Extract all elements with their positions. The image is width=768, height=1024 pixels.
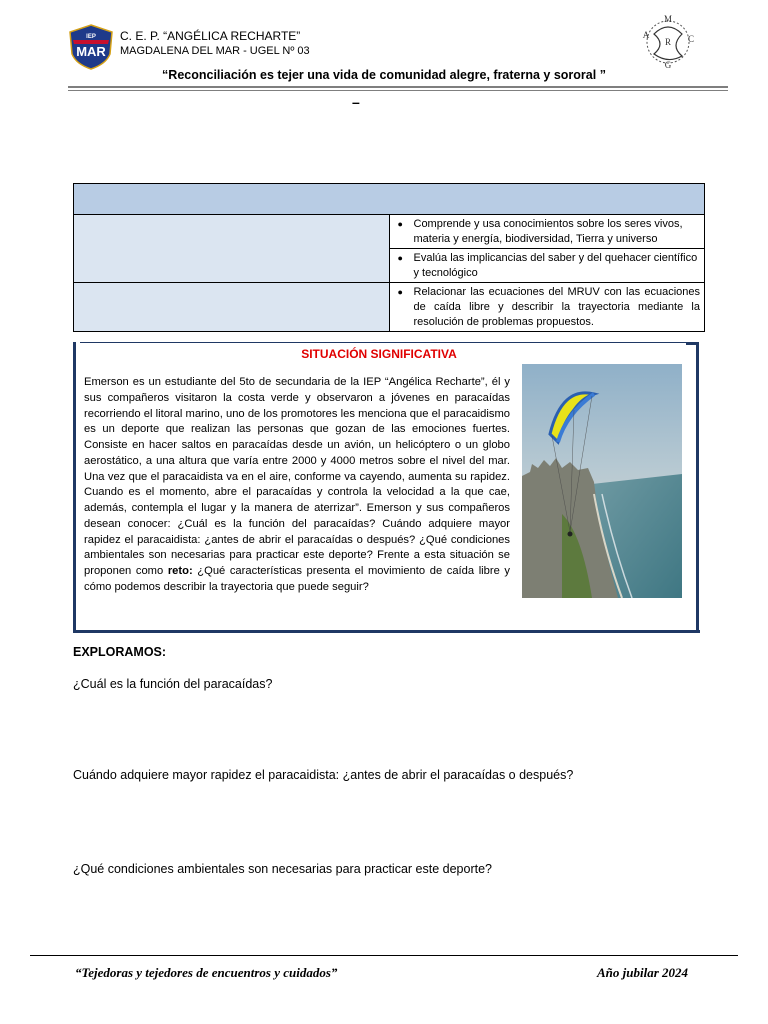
- situation-frame-bottom: [73, 630, 700, 633]
- table-header-cell: [74, 184, 705, 215]
- purpose-cell: [389, 283, 705, 332]
- paraglider-photo: [522, 364, 682, 598]
- situation-title: SITUACIÓN SIGNIFICATIVA: [301, 347, 457, 361]
- school-name: C. E. P. “ANGÉLICA RECHARTE”: [120, 29, 301, 43]
- shield-main-text: MAR: [76, 44, 106, 59]
- footer-rule: [30, 955, 738, 956]
- list-item: [396, 251, 701, 281]
- competency-table: [73, 183, 705, 332]
- situation-text: [84, 375, 510, 596]
- competency-cell: [389, 249, 705, 283]
- purpose-label-cell: [74, 283, 390, 332]
- question-3: ¿Qué condiciones ambientales son necesarias para practicar este deporte?: [73, 862, 492, 876]
- footer-year: Año jubilar 2024: [597, 965, 689, 980]
- header-rule-thin: [68, 90, 728, 91]
- table-row: [74, 215, 705, 249]
- monogram-letter-g: G: [664, 60, 672, 70]
- explore-heading: EXPLORAMOS:: [73, 645, 167, 659]
- bullet-icon: ●: [397, 287, 403, 297]
- question-2: Cuándo adquiere mayor rapidez el paracaidista: ¿antes de abrir el paracaídas o después?: [73, 768, 574, 782]
- situation-text-main: Emerson es un estudiante del 5to de secundaria de la IEP “Angélica Recharte”, él y sus compañeros visitaron la costa verde y observaron a jóvenes en paracaídas recorriendo el litoral marino, uno de los promotores les menciona que el paracaidismo es un deporte que realizan las personas que gozan de las emociones fuertes. Consiste en hacer saltos en paracaídas desde un avión, un helicóptero o un globo aerostático, a una altura que varía entre 2000 y 4000 metros sobre el nivel del mar. Una vez que el paracaidista va en el aire, conforme va cayendo, aumenta su rapidez. Cuando es el momento, abre el paracaídas y controla la velocidad a la que cae, además, contempla el lugar y la manera de aterrizar”. Emerson y sus compañeros desean conocer: ¿Cuál es la función del paracaídas? Cuándo adquiere mayor rapidez el paracaidista: ¿antes de abrir el paracaídas o después? ¿Qué condiciones ambientales son necesarias para practicar este deporte? Frente a esta situación se proponen como: [84, 376, 510, 577]
- question-1: ¿Cuál es la función del paracaídas?: [73, 677, 273, 691]
- bullet-icon: ●: [397, 253, 403, 263]
- situation-text-reto: ¿Qué características presenta el movimiento de caída libre y cómo podemos describir la trayectoria que puede seguir?: [84, 565, 511, 593]
- situation-frame-corner: [686, 342, 698, 345]
- list-item: [396, 217, 701, 247]
- monogram-letter-c: C: [687, 34, 695, 44]
- paraglider-pilot: [568, 532, 573, 537]
- footer-slogan: “Tejedoras y tejedores de encuentros y cuidados”: [75, 965, 338, 980]
- title-dash: –: [352, 94, 360, 110]
- competency-cell: [389, 215, 705, 249]
- table-row: [74, 283, 705, 332]
- school-location: MAGDALENA DEL MAR - UGEL Nº 03: [120, 45, 310, 57]
- purpose-text: Relacionar las ecuaciones del MRUV con las ecuaciones de caída libre y describir la trayectoria mediante la resolución de problemas propuestos.: [413, 286, 700, 328]
- shield-top-text: IEP: [86, 34, 96, 40]
- competency-label-cell: [74, 215, 390, 283]
- monogram-letter-a: A: [642, 30, 650, 40]
- motto: “Reconciliación es tejer una vida de comunidad alegre, fraterna y sororal ”: [162, 68, 606, 82]
- situation-frame-left: [73, 342, 76, 632]
- competency-text: Evalúa las implicancias del saber y del quehacer científico y tecnológico: [413, 252, 698, 279]
- competency-text: Comprende y usa conocimientos sobre los seres vivos, materia y energía, biodiversidad, Tierra y universo: [413, 218, 683, 245]
- school-shield-logo: [68, 24, 114, 70]
- reto-label: reto:: [167, 565, 193, 577]
- monogram-letter-r: R: [664, 37, 672, 47]
- monogram-logo: [640, 12, 696, 70]
- situation-frame-right: [696, 342, 699, 632]
- table-header-row: [74, 184, 705, 215]
- situation-frame-top: [80, 342, 699, 343]
- monogram-letter-m: M: [663, 14, 673, 24]
- header-rule: [68, 86, 728, 88]
- list-item: [396, 285, 701, 330]
- bullet-icon: ●: [397, 219, 403, 229]
